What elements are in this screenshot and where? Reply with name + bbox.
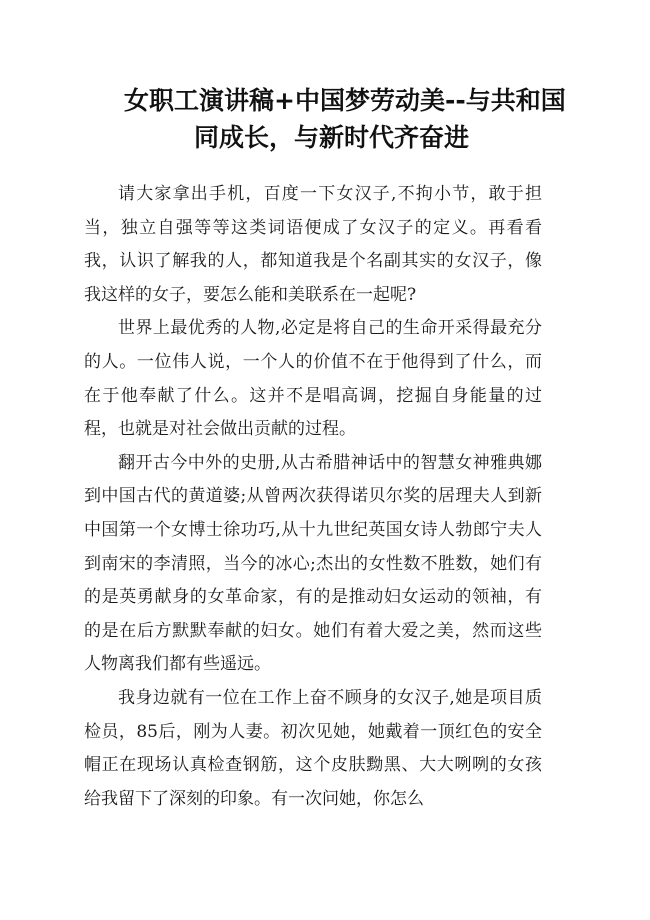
title-line-2: 同成长，与新时代齐奋进: [194, 123, 470, 152]
title-line-1: 女职工演讲稿+中国梦劳动美--与共和国: [124, 86, 566, 115]
paragraph-1: 请大家拿出手机，百度一下女汉子,不拘小节，敢于担当，独立自强等等这类词语便成了女汉子的定义。再看看我，认识了解我的人，都知道我是个名副其实的女汉子，像我这样的女子，要怎么能和美联系在一起呢?: [84, 184, 542, 305]
document-title: [60, 82, 590, 156]
paragraph-3: 翻开古今中外的史册,从古希腊神话中的智慧女神雅典娜到中国古代的黄道婆;从曾两次获得诺贝尔奖的居理夫人到新中国第一个女博士徐功巧,从十九世纪英国女诗人勃郎宁夫人到南宋的李清照，当今的冰心;杰出的女性数不胜数，她们有的是英勇献身的女革命家，有的是推动妇女运动的领袖，有的是在后方默默奉献的妇女。她们有着大爱之美，然而这些人物离我们都有些遥远。: [84, 452, 542, 675]
paragraph-2: 世界上最优秀的人物,必定是将自己的生命开采得最充分的人。一位伟人说，一个人的价值不在于他得到了什么，而在于他奉献了什么。这并不是唱高调，挖掘自身能量的过程，也就是对社会做出贡献的过程。: [84, 318, 542, 440]
paragraph-4: 我身边就有一位在工作上奋不顾身的女汉子,她是项目质检员，85后，刚为人妻。初次见她，她戴着一顶红色的安全帽正在现场认真检查钢筋，这个皮肤黝黑、大大咧咧的女孩给我留下了深刻的印象。有一次问她，你怎么: [84, 687, 542, 809]
document-body: [84, 178, 542, 816]
